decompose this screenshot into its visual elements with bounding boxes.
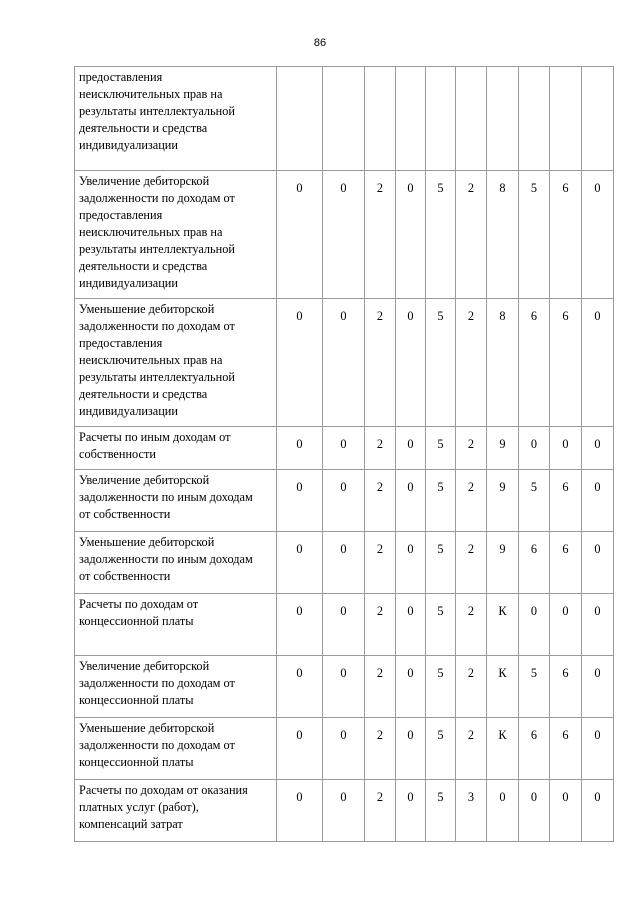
code-digit-cell: 2 bbox=[456, 594, 487, 656]
code-digit-cell bbox=[519, 67, 550, 171]
code-digit-cell: 0 bbox=[582, 427, 614, 470]
code-digit-cell: 0 bbox=[323, 594, 365, 656]
code-digit-cell: 0 bbox=[323, 299, 365, 427]
code-digit-cell: 5 bbox=[426, 594, 456, 656]
code-digit-cell: 6 bbox=[550, 470, 582, 532]
code-digit-cell: 0 bbox=[487, 780, 519, 842]
code-digit-cell: 0 bbox=[277, 470, 323, 532]
table-row bbox=[75, 718, 614, 780]
page-number: 86 bbox=[313, 37, 327, 49]
code-digit-cell: 6 bbox=[550, 299, 582, 427]
code-digit-cell: 2 bbox=[365, 299, 396, 427]
code-digit-cell: 0 bbox=[550, 780, 582, 842]
row-description bbox=[75, 427, 277, 470]
code-digit-cell: 9 bbox=[487, 470, 519, 532]
description-line: Уменьшение дебиторской bbox=[79, 721, 215, 735]
description-line: от собственности bbox=[79, 569, 171, 583]
code-digit-cell bbox=[426, 67, 456, 171]
description-line: Увеличение дебиторской bbox=[79, 174, 210, 188]
code-digit-cell bbox=[550, 67, 582, 171]
code-digit-cell: 0 bbox=[323, 656, 365, 718]
code-digit-cell: 8 bbox=[487, 299, 519, 427]
code-digit-cell bbox=[582, 67, 614, 171]
table-row bbox=[75, 470, 614, 532]
code-digit-cell bbox=[323, 67, 365, 171]
code-digit-cell: 0 bbox=[323, 718, 365, 780]
description-line: предоставления bbox=[79, 70, 163, 84]
code-digit-cell: 0 bbox=[519, 427, 550, 470]
description-line: результаты интеллектуальной bbox=[79, 104, 235, 118]
code-digit-cell: 6 bbox=[519, 299, 550, 427]
code-digit-cell: 2 bbox=[456, 427, 487, 470]
code-digit-cell: 2 bbox=[365, 532, 396, 594]
table-row bbox=[75, 532, 614, 594]
row-description bbox=[75, 470, 277, 532]
code-digit-cell: 2 bbox=[365, 780, 396, 842]
description-line: концессионной платы bbox=[79, 693, 194, 707]
code-digit-cell: 9 bbox=[487, 532, 519, 594]
description-line: неисключительных прав на bbox=[79, 225, 223, 239]
code-digit-cell: 5 bbox=[426, 171, 456, 299]
description-line: Расчеты по доходам от bbox=[79, 597, 199, 611]
code-digit-cell: К bbox=[487, 718, 519, 780]
code-digit-cell: 2 bbox=[456, 718, 487, 780]
code-digit-cell: 0 bbox=[323, 470, 365, 532]
row-description bbox=[75, 594, 277, 656]
description-line: компенсаций затрат bbox=[79, 817, 183, 831]
code-digit-cell: 5 bbox=[426, 780, 456, 842]
code-digit-cell bbox=[487, 67, 519, 171]
code-digit-cell: 2 bbox=[365, 470, 396, 532]
description-line: индивидуализации bbox=[79, 138, 178, 152]
code-digit-cell: 5 bbox=[519, 656, 550, 718]
row-description bbox=[75, 299, 277, 427]
code-digit-cell: 2 bbox=[456, 299, 487, 427]
code-digit-cell: 0 bbox=[582, 532, 614, 594]
code-digit-cell: 2 bbox=[456, 532, 487, 594]
code-digit-cell: 8 bbox=[487, 171, 519, 299]
row-description bbox=[75, 656, 277, 718]
code-digit-cell: 0 bbox=[396, 718, 426, 780]
code-digit-cell: 0 bbox=[396, 427, 426, 470]
description-line: Расчеты по доходам от оказания bbox=[79, 783, 248, 797]
code-digit-cell: 0 bbox=[277, 718, 323, 780]
table-row bbox=[75, 427, 614, 470]
row-description bbox=[75, 67, 277, 171]
code-digit-cell: 0 bbox=[582, 594, 614, 656]
code-digit-cell: 5 bbox=[426, 427, 456, 470]
code-digit-cell: 0 bbox=[396, 171, 426, 299]
code-digit-cell: К bbox=[487, 594, 519, 656]
code-digit-cell: 2 bbox=[365, 594, 396, 656]
description-line: Увеличение дебиторской bbox=[79, 659, 210, 673]
table-row bbox=[75, 594, 614, 656]
code-digit-cell: 0 bbox=[323, 427, 365, 470]
code-digit-cell: 6 bbox=[550, 656, 582, 718]
code-digit-cell: 0 bbox=[550, 427, 582, 470]
description-line: задолженности по иным доходам bbox=[79, 552, 253, 566]
description-line: Уменьшение дебиторской bbox=[79, 302, 215, 316]
row-description bbox=[75, 780, 277, 842]
code-digit-cell: 2 bbox=[365, 427, 396, 470]
code-digit-cell: 0 bbox=[582, 718, 614, 780]
description-line: Увеличение дебиторской bbox=[79, 473, 210, 487]
description-line: результаты интеллектуальной bbox=[79, 370, 235, 384]
description-line: индивидуализации bbox=[79, 404, 178, 418]
code-digit-cell: 0 bbox=[582, 656, 614, 718]
description-line: результаты интеллектуальной bbox=[79, 242, 235, 256]
code-digit-cell: 0 bbox=[277, 656, 323, 718]
code-digit-cell: 2 bbox=[365, 718, 396, 780]
table-body bbox=[75, 67, 614, 842]
description-line: деятельности и средства bbox=[79, 387, 208, 401]
code-digit-cell: 0 bbox=[550, 594, 582, 656]
code-digit-cell: 6 bbox=[519, 718, 550, 780]
code-digit-cell: 5 bbox=[519, 171, 550, 299]
code-digit-cell: 0 bbox=[582, 470, 614, 532]
code-digit-cell: 0 bbox=[519, 780, 550, 842]
code-digit-cell: 6 bbox=[519, 532, 550, 594]
description-line: задолженности по доходам от bbox=[79, 191, 235, 205]
code-digit-cell: 0 bbox=[396, 532, 426, 594]
code-digit-cell: 0 bbox=[323, 780, 365, 842]
code-digit-cell: 0 bbox=[277, 532, 323, 594]
code-digit-cell: 5 bbox=[426, 718, 456, 780]
code-digit-cell: 0 bbox=[277, 594, 323, 656]
table-row bbox=[75, 780, 614, 842]
row-description bbox=[75, 171, 277, 299]
table-row bbox=[75, 171, 614, 299]
code-digit-cell: 0 bbox=[277, 780, 323, 842]
description-line: от собственности bbox=[79, 507, 171, 521]
code-digit-cell: 5 bbox=[519, 470, 550, 532]
code-digit-cell: 0 bbox=[396, 299, 426, 427]
table-row bbox=[75, 656, 614, 718]
code-digit-cell: К bbox=[487, 656, 519, 718]
code-digit-cell: 0 bbox=[396, 594, 426, 656]
description-line: задолженности по доходам от bbox=[79, 738, 235, 752]
code-digit-cell: 2 bbox=[456, 656, 487, 718]
description-line: задолженности по иным доходам bbox=[79, 490, 253, 504]
code-digit-cell: 3 bbox=[456, 780, 487, 842]
code-digit-cell bbox=[396, 67, 426, 171]
code-digit-cell: 5 bbox=[426, 299, 456, 427]
description-line: задолженности по доходам от bbox=[79, 319, 235, 333]
description-line: предоставления bbox=[79, 208, 163, 222]
code-digit-cell bbox=[365, 67, 396, 171]
table-row bbox=[75, 67, 614, 171]
code-digit-cell: 0 bbox=[396, 780, 426, 842]
description-line: неисключительных прав на bbox=[79, 353, 223, 367]
code-digit-cell: 2 bbox=[365, 656, 396, 718]
description-line: концессионной платы bbox=[79, 614, 194, 628]
description-line: концессионной платы bbox=[79, 755, 194, 769]
code-digit-cell: 9 bbox=[487, 427, 519, 470]
code-digit-cell: 0 bbox=[582, 299, 614, 427]
code-digit-cell bbox=[277, 67, 323, 171]
code-digit-cell: 2 bbox=[365, 171, 396, 299]
row-description bbox=[75, 532, 277, 594]
description-line: индивидуализации bbox=[79, 276, 178, 290]
table-row bbox=[75, 299, 614, 427]
code-digit-cell: 0 bbox=[519, 594, 550, 656]
description-line: неисключительных прав на bbox=[79, 87, 223, 101]
code-digit-cell: 2 bbox=[456, 171, 487, 299]
account-code-table bbox=[74, 66, 614, 842]
description-line: деятельности и средства bbox=[79, 121, 208, 135]
code-digit-cell: 6 bbox=[550, 532, 582, 594]
code-digit-cell: 2 bbox=[456, 470, 487, 532]
code-digit-cell: 0 bbox=[277, 171, 323, 299]
code-digit-cell: 0 bbox=[396, 656, 426, 718]
code-digit-cell: 0 bbox=[582, 780, 614, 842]
code-digit-cell: 5 bbox=[426, 532, 456, 594]
code-digit-cell: 5 bbox=[426, 470, 456, 532]
code-digit-cell: 6 bbox=[550, 718, 582, 780]
description-line: собственности bbox=[79, 447, 156, 461]
description-line: предоставления bbox=[79, 336, 163, 350]
code-digit-cell: 6 bbox=[550, 171, 582, 299]
row-description bbox=[75, 718, 277, 780]
code-digit-cell bbox=[456, 67, 487, 171]
code-digit-cell: 5 bbox=[426, 656, 456, 718]
code-digit-cell: 0 bbox=[396, 470, 426, 532]
description-line: Расчеты по иным доходам от bbox=[79, 430, 231, 444]
code-digit-cell: 0 bbox=[323, 532, 365, 594]
description-line: задолженности по доходам от bbox=[79, 676, 235, 690]
code-digit-cell: 0 bbox=[582, 171, 614, 299]
code-digit-cell: 0 bbox=[277, 299, 323, 427]
description-line: платных услуг (работ), bbox=[79, 800, 199, 814]
description-line: деятельности и средства bbox=[79, 259, 208, 273]
code-digit-cell: 0 bbox=[323, 171, 365, 299]
code-digit-cell: 0 bbox=[277, 427, 323, 470]
description-line: Уменьшение дебиторской bbox=[79, 535, 215, 549]
